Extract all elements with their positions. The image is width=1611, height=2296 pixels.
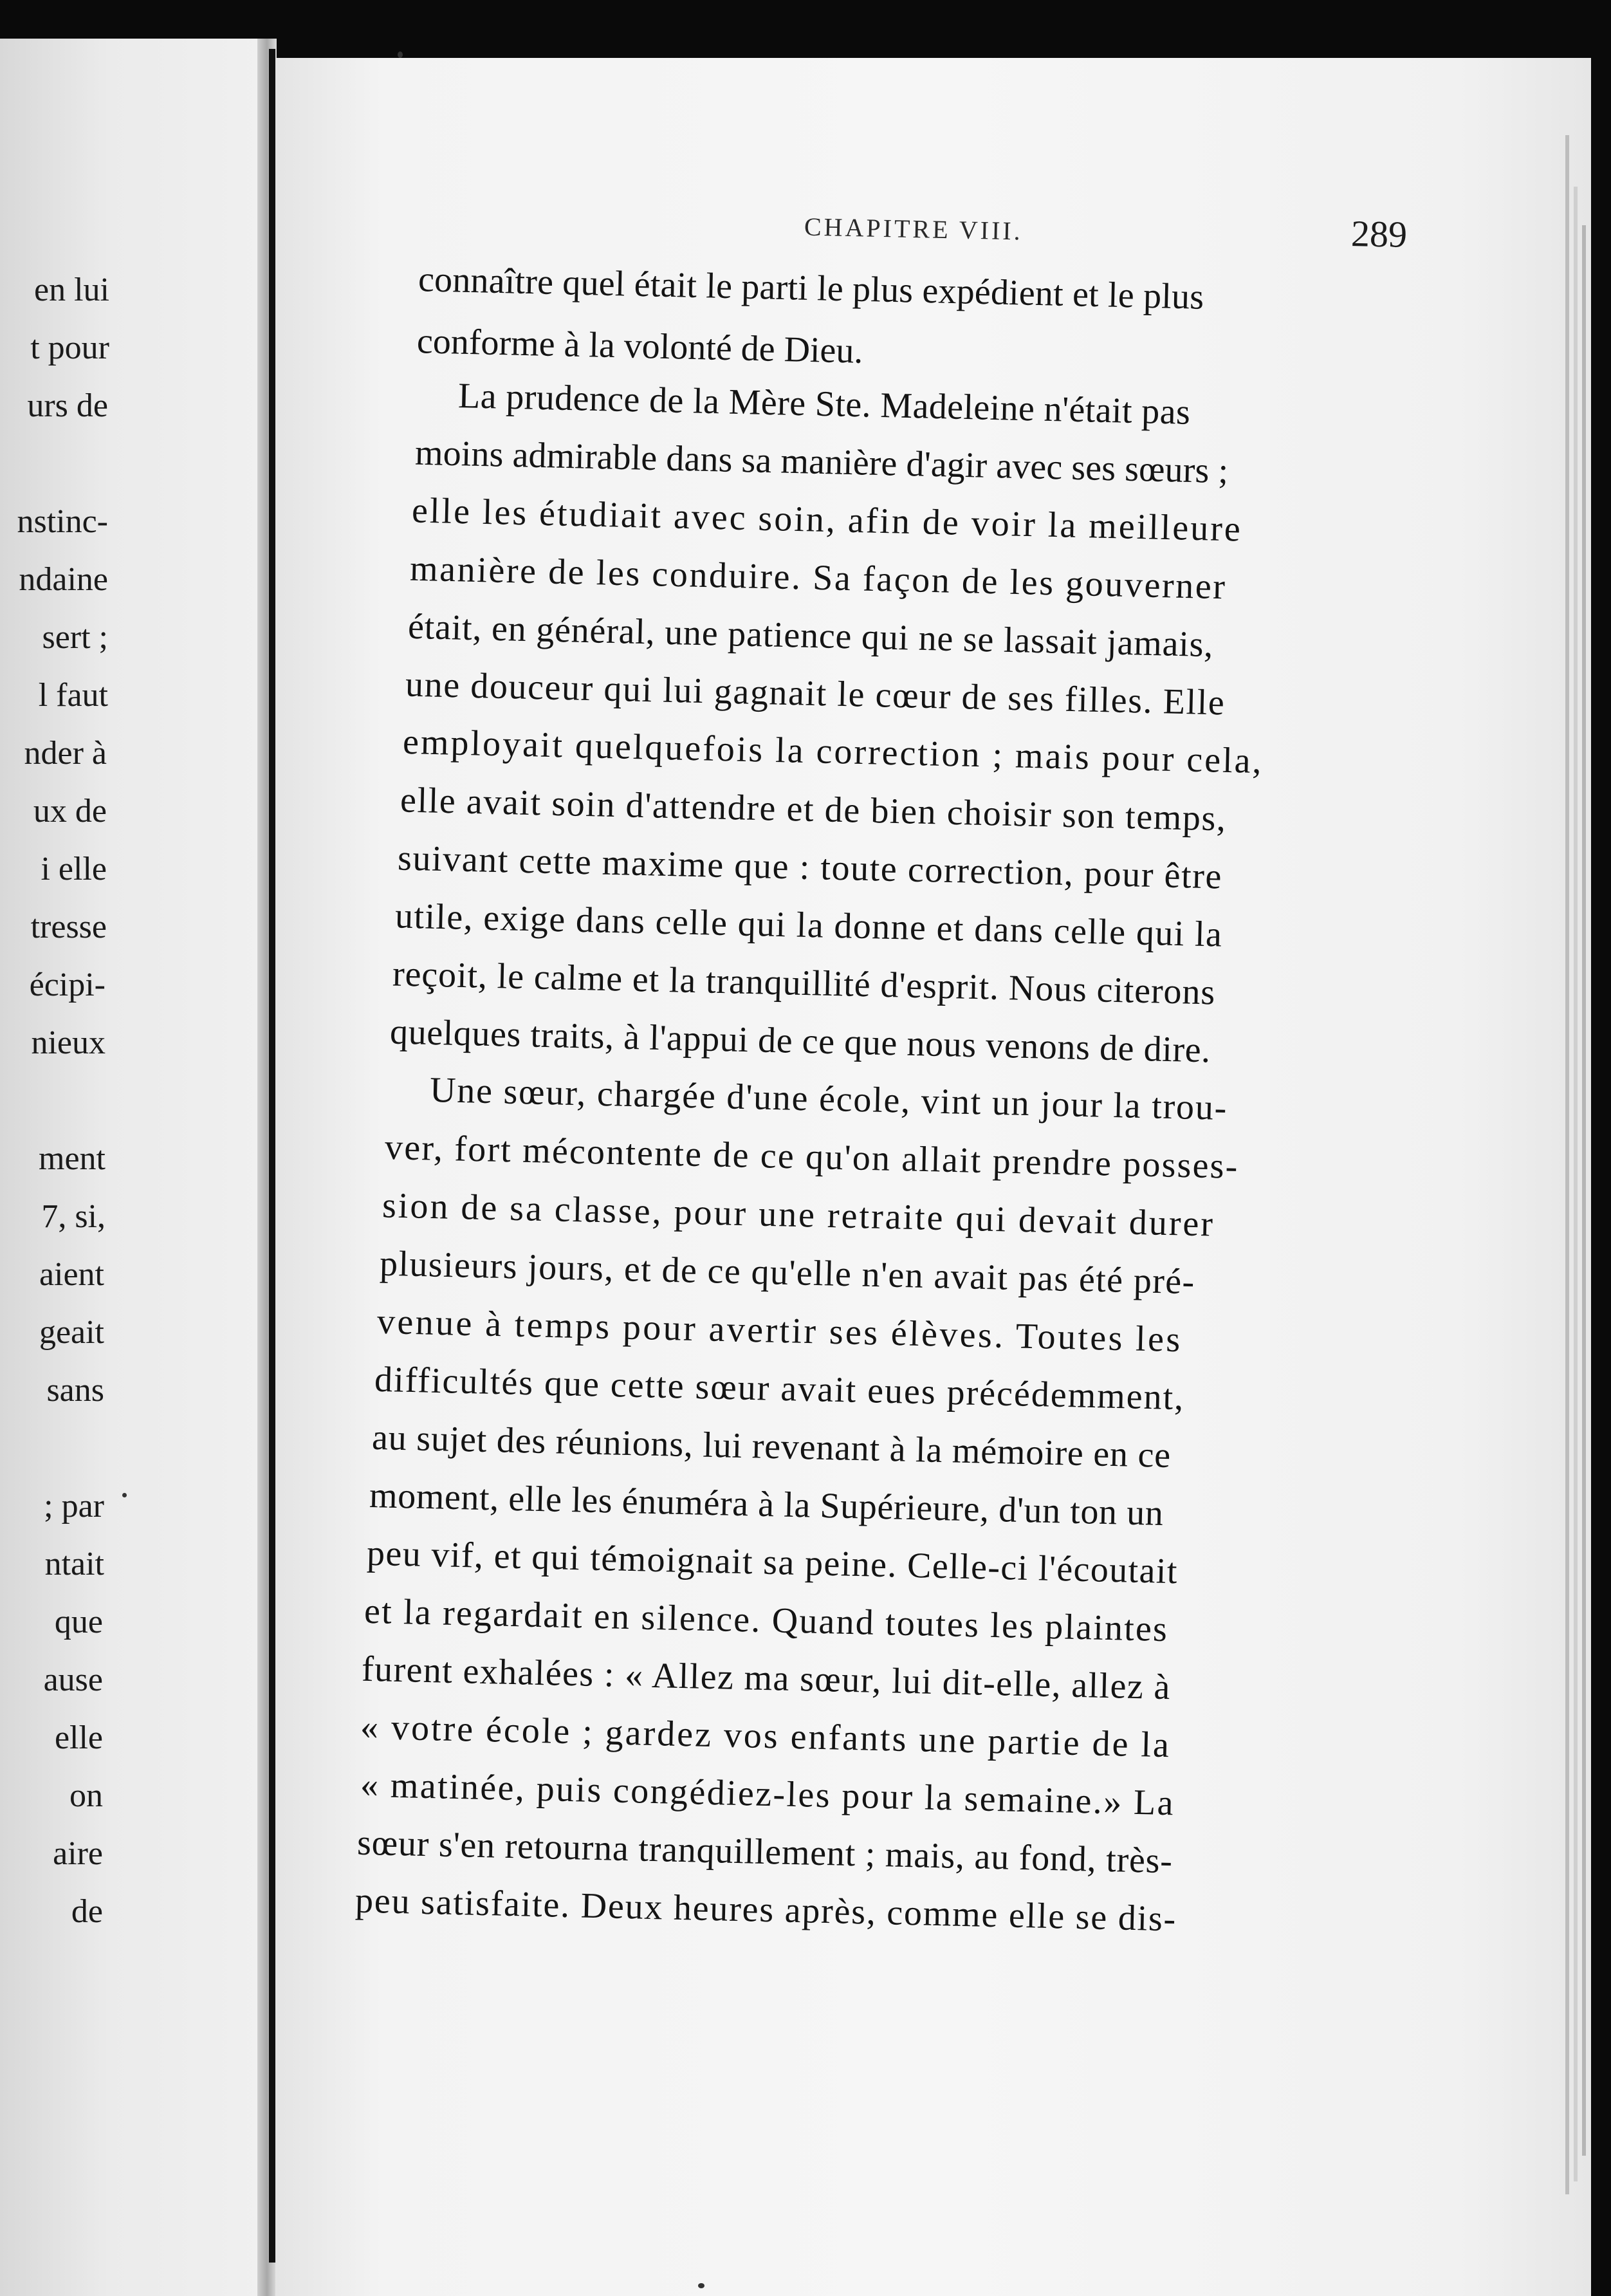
text-line: « votre école ; gardez vos enfants une partie de la [360,1707,1172,1766]
text-line: « matinée, puis congédiez-les pour la semaine.» La [360,1764,1175,1824]
left-line: ndaine [19,561,108,598]
left-line: 7, si, [41,1198,106,1235]
left-line: sans [46,1372,104,1409]
text-line: était, en général, une patience qui ne se lassait jamais, [407,606,1214,665]
text-line: plusieurs jours, et de ce qu'elle n'en avait pas été pré- [379,1243,1196,1302]
left-line: ause [43,1662,103,1698]
text-line: et la regardait en silence. Quand toutes les plaintes [364,1591,1169,1650]
text-line: moins admirable dans sa manière d'agir avec ses sœurs ; [414,432,1229,492]
left-line: écipi- [29,967,106,1003]
text-line: furent exhalées : « Allez ma sœur, lui dit-elle, allez à [361,1649,1172,1708]
left-line: que [54,1604,103,1640]
left-line: on [69,1777,103,1814]
text-line: La prudence de la Mère Ste. Madeleine n'était pas [457,376,1191,432]
left-line: ment [39,1140,106,1177]
binding-rule [269,49,275,2263]
left-line: urs de [27,387,108,424]
text-line: au sujet des réunions, lui revenant à la mémoire en ce [371,1417,1172,1476]
scan-speck [122,1493,127,1497]
text-line: utile, exige dans celle qui la donne et dans celle qui la [394,896,1224,955]
running-head: CHAPITRE VIII. [804,212,1024,246]
left-line: t pour [30,329,109,366]
page-edge [1582,225,1586,2156]
page-edge [1565,135,1569,2194]
text-line: quelques traits, à l'appui de ce que nous venons de dire. [389,1012,1211,1071]
left-line: elle [54,1719,103,1756]
text-line: Une sœur, chargée d'une école, vint un jour la trou- [429,1069,1228,1129]
left-line: ; par [44,1488,104,1524]
text-line: manière de les conduire. Sa façon de les gouverner [409,548,1228,607]
left-line: en lui [34,272,109,308]
text-line: venue à temps pour avertir ses élèves. Toutes les [376,1301,1183,1360]
scan-speck [698,2283,704,2288]
text-line: employait quelquefois la correction ; mais pour cela, [402,721,1264,782]
text-line: difficultés que cette sœur avait eues précédemment, [374,1359,1185,1418]
left-page-fragment [0,39,270,2296]
text-line: elle avait soin d'attendre et de bien choisir son temps, [400,780,1228,839]
text-line: moment, elle les énuméra à la Supérieure, d'un ton un [369,1476,1165,1533]
text-line: sion de sa classe, pour une retraite qui devait durer [382,1185,1215,1245]
page-edge [1574,187,1578,2181]
left-line: aire [53,1835,103,1872]
scan-speck [398,51,403,58]
text-line: sœur s'en retourna tranquillement ; mais, au fond, très- [356,1822,1174,1882]
text-line: suivant cette maxime que : toute correction, pour être [397,838,1223,897]
left-line: geait [39,1314,104,1351]
left-line: ntait [44,1546,104,1582]
text-line: ver, fort mécontente de ce qu'on allait prendre posses- [384,1127,1240,1187]
left-line: nieux [31,1024,106,1061]
left-line: aient [39,1256,104,1293]
text-line: reçoit, le calme et la tranquillité d'esprit. Nous citerons [392,954,1216,1013]
text-line: peu satisfaite. Deux heures après, comme elle se dis- [354,1880,1177,1940]
left-line: tresse [30,909,107,945]
left-line: de [71,1893,103,1930]
text-line: conforme à la volonté de Dieu. [416,321,864,371]
left-line: nstinc- [17,503,108,540]
left-line: sert ; [42,619,108,656]
left-line: i elle [41,851,107,887]
left-line: l faut [38,677,108,714]
left-line: nder à [24,735,107,772]
text-line: connaître quel était le parti le plus expédient et le plus [418,259,1204,317]
text-line: peu vif, et qui témoignait sa peine. Celle-ci l'écoutait [366,1533,1179,1592]
text-line: une douceur qui lui gagnait le cœur de ses filles. Elle [405,664,1226,723]
page-number: 289 [1350,212,1408,255]
left-line: ux de [33,793,107,829]
text-line: elle les étudiait avec soin, afin de voir la meilleure [411,490,1243,550]
